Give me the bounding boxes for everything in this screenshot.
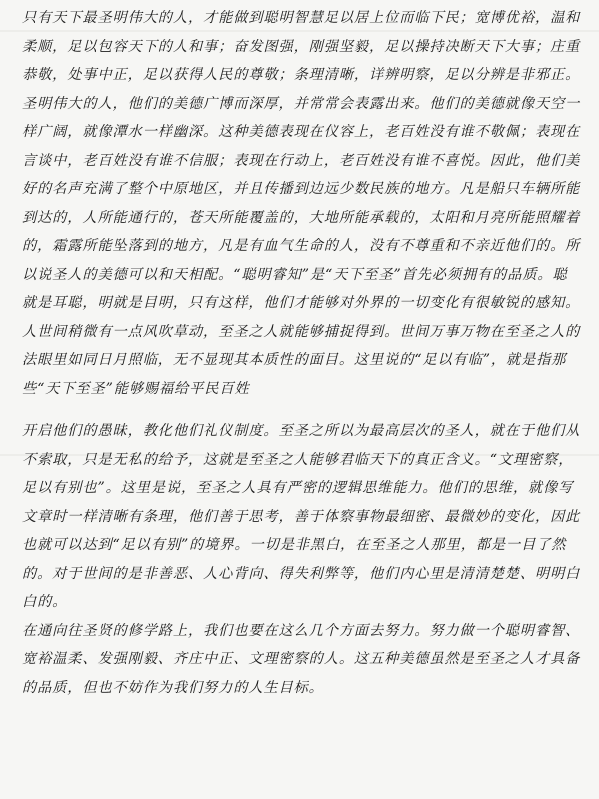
paragraph-1: 只有天下最圣明伟大的人，才能做到聪明智慧足以居上位而临下民；宽博优裕，温和柔顺，足以包容天下的人和事；奋发图强，刚强坚毅，足以操持决断天下大事；庄重恭敬，处事中正，足以获得人民的尊敬；条理清晰，详辨明察，足以分辨是非邪正。圣明伟大的人，他们的美德广博而深厚，并常常会表露出来。他们的美德就像天空一样广阔，就像潭水一样幽深。这种美德表现在仪容上，老百姓没有谁不敬佩；表现在言谈中，老百姓没有谁不信服；表现在行动上，老百姓没有谁不喜悦。因此，他们美好的名声充满了整个中原地区，并且传播到边远少数民族的地方。凡是船只车辆所能到达的，人所能通行的，苍天所能覆盖的，大地所能承载的，太阳和月亮所能照耀着的，霜露所能坠落到的地方，凡是有血气生命的人，没有不尊重和不亲近他们的。所以说圣人的美德可以和天相配。“聪明睿知”是“天下至圣”首先必须拥有的品质。聪就是耳聪，明就是目明，只有这样，他们才能够对外界的一切变化有很敏锐的感知。人世间稍微有一点风吹草动，至圣之人就能够捕捉得到。世间万事万物在至圣之人的法眼里如同日月照临，无不显现其本质性的面目。这里说的“足以有临”，就是指那些“天下至圣”能够赐福给平民百姓 xyxy=(22,10,581,397)
paragraph-gap xyxy=(22,403,581,417)
paragraph-3: 在通向往圣贤的修学路上，我们也要在这么几个方面去努力。努力做一个聪明睿智、宽裕温柔、发强刚毅、齐庄中正、文理密察的人。这五种美德虽然是至圣之人才具备的品质，但也不妨作为我们努力的人生目标。 xyxy=(22,622,581,696)
handwritten-text xyxy=(22,4,581,702)
paragraph-2: 开启他们的愚昧，教化他们礼仪制度。至圣之所以为最高层次的圣人，就在于他们从不索取，只是无私的给予，这就是至圣之人能够君临天下的真正含义。“文理密察，足以有别也”。这里是说，至圣之人具有严密的逻辑思维能力。他们的思维，就像写文章时一样清晰有条理，他们善于思考，善于体察事物最细密、最微妙的变化，因此也就可以达到“足以有别”的境界。一切是非黑白，在至圣之人那里，都是一目了然的。对于世间的是非善恶、人心背向、得失利弊等，他们内心里是清清楚楚、明明白白的。 xyxy=(22,423,581,610)
